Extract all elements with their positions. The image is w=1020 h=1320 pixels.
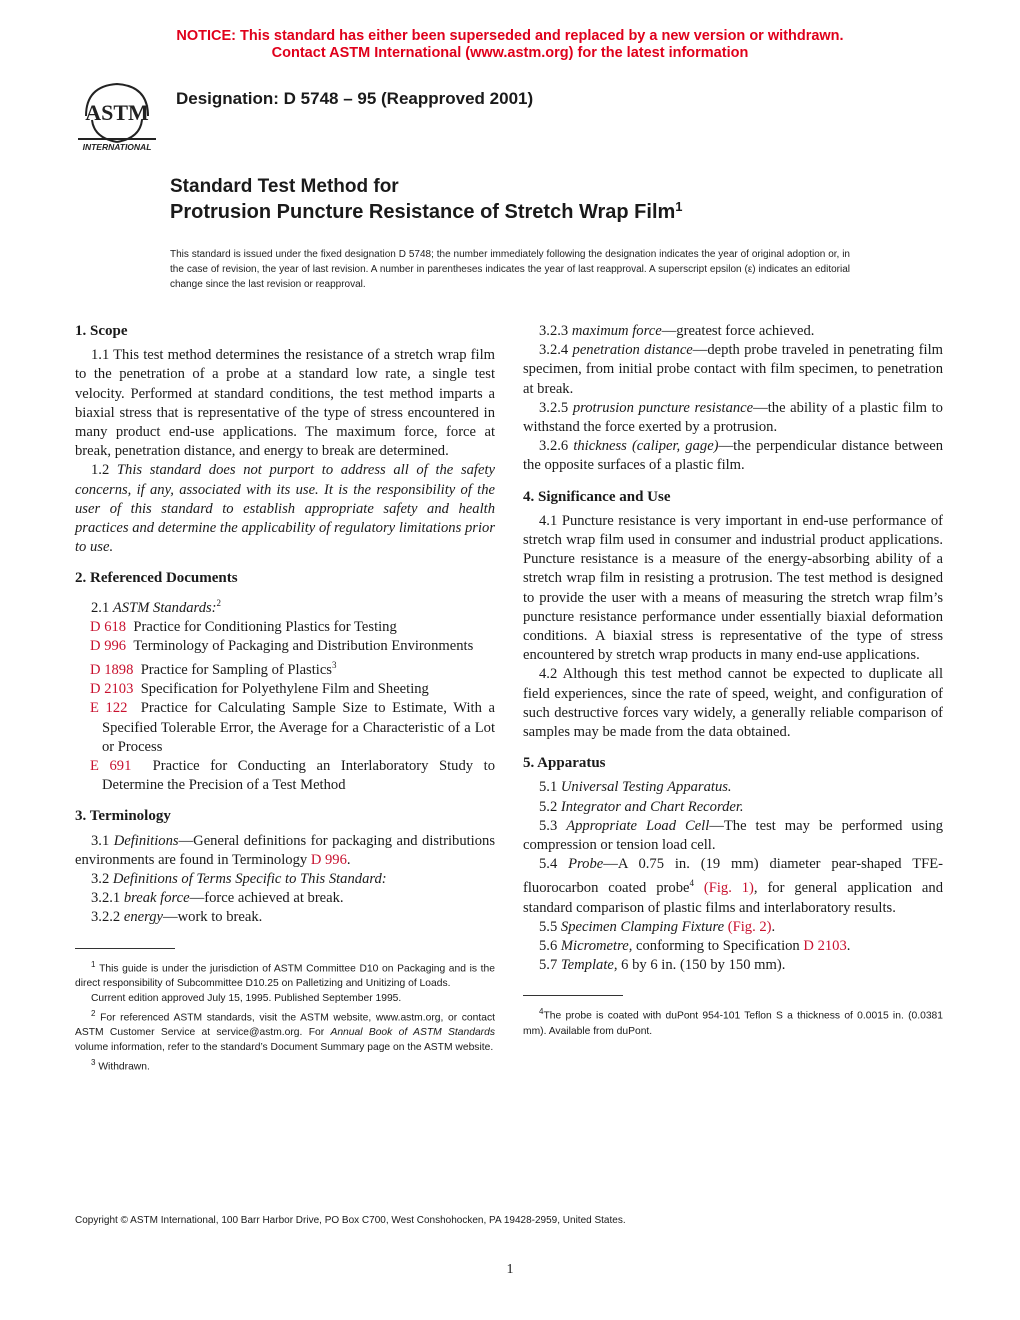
reference-link[interactable]: D 996 bbox=[310, 851, 347, 868]
section-heading-scope: 1. Scope bbox=[75, 323, 128, 339]
term: energy bbox=[123, 909, 164, 926]
para-number: 5.4 bbox=[539, 856, 569, 873]
left-column bbox=[75, 322, 495, 1075]
definition-text: —force achieved at break. bbox=[189, 890, 344, 907]
notice-banner bbox=[0, 28, 1020, 62]
issued-note: This standard is issued under the fixed designation D 5748; the number immediately following the designation indicates the year of original adoption or, in the case of revision, the year of last revision. A number in parentheses indicates the year of last reapproval. A superscript epsilon (ε) indicates an editorial change since the last revision or reapproval. bbox=[170, 249, 850, 290]
para-4-2: 4.2 Although this test method cannot be expected to duplicate all field experiences, since the rate of speed, weight, and configuration of such destructive forces vary widely, a generally reliable comparison of samples may be made from the data obtained. bbox=[523, 666, 943, 741]
footnote-text: This guide is under the jurisdiction of ASTM Committee D10 on Packaging and is the direct responsibility of Subcommittee D10.25 on Palletizing and Unitizing of Loads. bbox=[75, 963, 495, 990]
reference-title: Specification for Polyethylene Film and Sheeting bbox=[140, 681, 429, 698]
term: Micrometre bbox=[560, 937, 629, 954]
reference-title: Practice for Sampling of Plastics bbox=[140, 661, 332, 678]
section-heading-apparatus: 5. Apparatus bbox=[523, 755, 606, 772]
definition-text: —depth probe traveled in penetrating film specimen, from initial probe contact with film specimen, to penetration at break. bbox=[523, 342, 943, 397]
reference-link[interactable]: D 1898 bbox=[90, 661, 134, 678]
para-5-4 bbox=[523, 855, 943, 917]
section-heading-terminology: 3. Terminology bbox=[75, 808, 171, 825]
para-5-6 bbox=[523, 937, 943, 956]
designation: Designation: D 5748 – 95 (Reapproved 2001) bbox=[176, 89, 534, 108]
para-2-1 bbox=[75, 594, 495, 618]
title-line-1: Standard Test Method for bbox=[170, 176, 399, 197]
term: Universal Testing Apparatus. bbox=[560, 779, 732, 796]
para-number: 3.2.4 bbox=[539, 342, 573, 359]
logo-subtext: INTERNATIONAL bbox=[82, 142, 152, 152]
copyright-line: Copyright © ASTM International, 100 Barr Harbor Drive, PO Box C700, West Conshohocken, PA 19428-2959, United States. bbox=[75, 1215, 626, 1226]
reference-link[interactable]: D 996 bbox=[90, 637, 127, 654]
para-number: 5.7 bbox=[539, 957, 561, 974]
notice-line-2: Contact ASTM International (www.astm.org) for the latest information bbox=[271, 45, 749, 61]
reference-link[interactable]: E 122 bbox=[90, 700, 128, 717]
definition-text: , 6 by 6 in. (150 by 150 mm). bbox=[613, 957, 786, 974]
section-heading-significance: 4. Significance and Use bbox=[523, 488, 671, 505]
footnote-1b: Current edition approved July 15, 1995. Published September 1995. bbox=[91, 993, 402, 1005]
footnote-mark: 3 bbox=[91, 1058, 96, 1068]
para-5-3 bbox=[523, 817, 943, 855]
term: Integrator and Chart Recorder. bbox=[560, 798, 744, 815]
para-number: 3.2.2 bbox=[91, 909, 124, 926]
reference-link[interactable]: D 2103 bbox=[90, 681, 134, 698]
reference-link[interactable]: D 2103 bbox=[803, 937, 847, 954]
footnote-text: volume information, refer to the standard’s Document Summary page on the ASTM website. bbox=[75, 1042, 494, 1054]
footnote-2 bbox=[75, 1006, 495, 1055]
term: Definitions bbox=[113, 832, 179, 849]
para-4-1: 4.1 Puncture resistance is very important in end-use performance of stretch wrap film used in consumer and industrial product applications. Puncture resistance is a measure of the energy-absorbing ability of a stretch wrap film in resisting a protrusion. The test method is designed to provide the user with a means of measuring the stretch wrap film’s puncture resistance performance under essentially biaxial deformation conditions. A biaxial stress is representative of the type of stress encountered by stretch wrap products in many end-use applications. bbox=[523, 512, 943, 664]
footnote-mark: 2 bbox=[91, 1009, 96, 1019]
safety-statement: This standard does not purport to address all of the safety concerns, if any, associated with its use. It is the responsibility of the user of this standard to establish appropriate safety and health practices and determine the applicability of regulatory limitations prior to use. bbox=[75, 462, 495, 556]
reference-item bbox=[75, 618, 495, 637]
footnote-mark: 4 bbox=[539, 1007, 544, 1017]
punctuation: . bbox=[846, 937, 851, 954]
para-3-2-1 bbox=[75, 889, 495, 908]
term: Specimen Clamping Fixture bbox=[560, 918, 725, 935]
para-5-2 bbox=[523, 798, 943, 817]
para-number: 3.1 bbox=[91, 832, 114, 849]
definition-text: —the ability of a plastic film to withstand the force exerted by a protrusion. bbox=[523, 399, 943, 436]
definition-text: , conforming to Specification bbox=[628, 937, 804, 954]
reference-title: Practice for Calculating Sample Size to Estimate, With a Specified Tolerable Error, the Average for a Characteristic of a Lot or Process bbox=[102, 700, 495, 755]
term: Template bbox=[560, 957, 614, 974]
footnote-text: Withdrawn. bbox=[98, 1061, 150, 1073]
page-number: 1 bbox=[506, 1262, 514, 1277]
definition-text: —work to break. bbox=[163, 909, 263, 926]
para-number: 3.2.3 bbox=[539, 323, 572, 339]
figure-link[interactable]: (Fig. 1) bbox=[703, 880, 754, 897]
para-3-2 bbox=[75, 870, 495, 889]
footnote-4 bbox=[523, 1004, 943, 1038]
definition-text: —A 0.75 in. (19 mm) diameter pear-shaped TFE-fluorocarbon coated probe bbox=[523, 856, 944, 897]
term: maximum force bbox=[571, 323, 662, 339]
para-3-2-3 bbox=[523, 322, 943, 341]
definition-text: —the perpendicular distance between the opposite surfaces of a plastic film. bbox=[523, 438, 944, 474]
title-main: Protrusion Puncture Resistance of Stretch Wrap Film bbox=[170, 201, 676, 223]
subsection-title: Definitions of Terms Specific to This Standard: bbox=[112, 871, 387, 887]
footnote-text: The probe is coated with duPont 954-101 Teflon S a thickness of 0.0015 in. (0.0381 mm). Available from duPont. bbox=[523, 1010, 943, 1037]
reference-item bbox=[75, 699, 495, 757]
punctuation: . bbox=[771, 918, 776, 935]
definition-text: —The test may be performed using compression or tension load cell. bbox=[523, 817, 943, 854]
para-5-7 bbox=[523, 956, 943, 975]
reference-list bbox=[75, 618, 495, 796]
para-3-2-2 bbox=[75, 908, 495, 927]
footnote-mark: 3 bbox=[332, 660, 337, 671]
term: Probe bbox=[568, 856, 604, 873]
para-3-2-4 bbox=[523, 341, 943, 399]
reference-title: Practice for Conditioning Plastics for Testing bbox=[133, 618, 397, 635]
para-number: 3.2.6 bbox=[539, 438, 574, 455]
notice-line-1: NOTICE: This standard has either been superseded and replaced by a new version or withdrawn. bbox=[176, 28, 844, 44]
definition-text: —General definitions for packaging and distributions environments are found in Terminology bbox=[75, 832, 495, 868]
right-column bbox=[523, 322, 943, 1039]
footnote-divider bbox=[75, 948, 175, 949]
section-heading-referenced-documents: 2. Referenced Documents bbox=[75, 570, 238, 587]
para-number: 5.3 bbox=[539, 817, 567, 834]
footnote-3 bbox=[75, 1055, 495, 1074]
figure-link[interactable]: (Fig. 2) bbox=[727, 918, 772, 935]
para-3-2-5 bbox=[523, 399, 943, 437]
para-5-1 bbox=[523, 778, 943, 797]
footnote-mark: 1 bbox=[91, 959, 96, 969]
para-3-1 bbox=[75, 832, 495, 870]
para-number: 3.2.1 bbox=[91, 890, 124, 907]
term: penetration distance bbox=[572, 342, 693, 359]
reference-item bbox=[75, 656, 495, 680]
footnote-text: For referenced ASTM standards, visit the ASTM website, www.astm.org, or contact ASTM Customer Service at service@astm.org. For bbox=[75, 1012, 495, 1039]
para-number: 5.6 bbox=[539, 937, 561, 954]
astm-standards-label: ASTM Standards: bbox=[112, 599, 217, 616]
term: protrusion puncture resistance bbox=[572, 399, 754, 416]
term: thickness (caliper, gage) bbox=[573, 438, 719, 455]
para-number: 5.1 bbox=[539, 779, 561, 796]
para-number: 3.2 bbox=[91, 871, 113, 887]
definition-text: —greatest force achieved. bbox=[661, 323, 815, 339]
reference-link[interactable]: E 691 bbox=[90, 757, 132, 774]
para-number: 1.2 bbox=[91, 462, 117, 479]
footnote-divider bbox=[523, 995, 623, 996]
definition-text: , for general application and standard comparison of plastic films and interlaboratory results. bbox=[523, 880, 943, 916]
astm-logo bbox=[72, 76, 162, 156]
title-line-2 bbox=[170, 199, 683, 224]
punctuation: . bbox=[346, 851, 351, 868]
reference-item bbox=[75, 680, 495, 699]
footnote-1 bbox=[75, 957, 495, 991]
term: break force bbox=[123, 890, 190, 907]
para-number: 3.2.5 bbox=[539, 399, 573, 416]
reference-link[interactable]: D 618 bbox=[90, 618, 127, 635]
title-footnote-mark: 1 bbox=[675, 199, 683, 214]
logo-text: ASTM bbox=[85, 100, 149, 125]
para-number: 5.5 bbox=[539, 918, 561, 935]
term: Appropriate Load Cell bbox=[566, 817, 710, 834]
para-5-5 bbox=[523, 918, 943, 937]
para-number: 5.2 bbox=[539, 798, 561, 815]
reference-title: Terminology of Packaging and Distribution Environments bbox=[133, 637, 474, 654]
reference-item bbox=[75, 637, 495, 656]
para-number: 2.1 bbox=[91, 599, 113, 616]
para-1-1: 1.1 This test method determines the resistance of a stretch wrap film to the penetration of a probe at a standard low rate, a single test velocity. Performed at standard conditions, the test method imparts a biaxial stress that is representative of the type of stress encountered in many product end-use applications. The maximum force, force at break, penetration distance, and energy to break are determined. bbox=[75, 347, 495, 460]
reference-title: Practice for Conducting an Interlaboratory Study to Determine the Precision of a Test Method bbox=[102, 757, 495, 794]
footnote-mark: 4 bbox=[689, 878, 694, 889]
reference-item bbox=[75, 757, 495, 795]
footnote-mark: 2 bbox=[216, 597, 222, 608]
para-1-2 bbox=[75, 461, 495, 557]
para-3-2-6 bbox=[523, 437, 943, 475]
footnote-emphasis: Annual Book of ASTM Standards bbox=[330, 1027, 495, 1039]
